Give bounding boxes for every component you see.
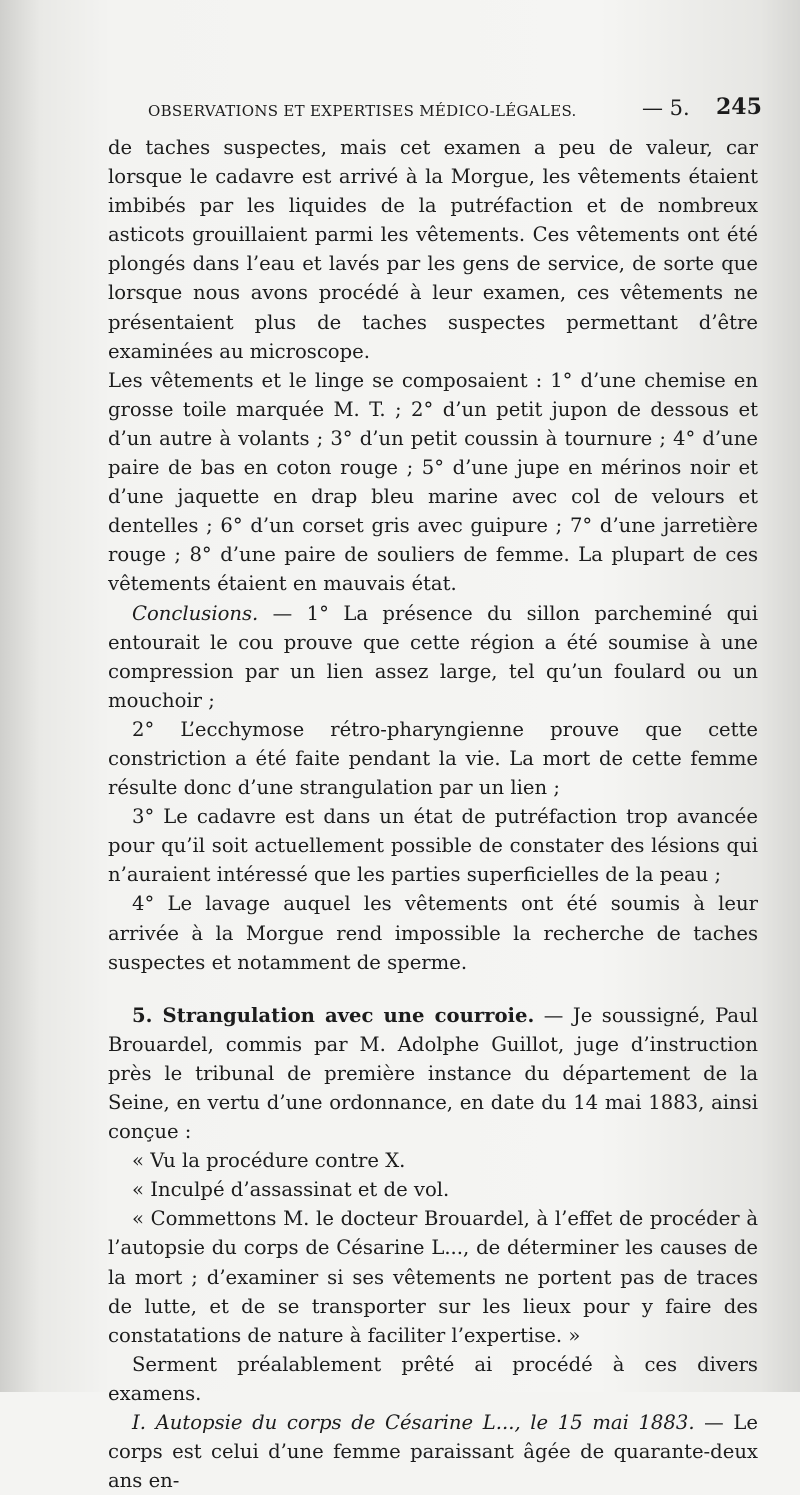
autopsy-label: I. Autopsie du corps de Césarine L..., le 15 mai 1883.	[132, 1411, 695, 1435]
conclusions-text: — 1° La présence du sillon parcheminé qui entourait le cou prouve que cette région a été soumise à une compression par un lien assez large, tel qu’un foulard ou un mouchoir ;	[108, 601, 758, 712]
autopsy-text: — Le corps est celui d’une femme paraissant âgée de quarante-deux ans en-	[108, 1411, 758, 1493]
quote-line-1: « Vu la procédure contre X.	[132, 1149, 406, 1173]
paragraph-conclusions	[108, 599, 758, 715]
quote-line-2: « Inculpé d’assassinat et de vol.	[132, 1178, 450, 1202]
autopsy-paragraph	[108, 1408, 758, 1495]
section-5-heading: 5. Strangulation avec une courroie.	[132, 1003, 535, 1027]
conclusion-4: 4° Le lavage auquel les vêtements ont été soumis à leur arrivée à la Morgue rend impossible la recherche de taches suspectes et notamment de sperme.	[108, 892, 758, 974]
paragraph-clothing: Les vêtements et le linge se composaient : 1° d’une chemise en grosse toile marquée M. T. ; 2° d’un petit jupon de dessous et d’un autre à volants ; 3° d’un petit coussin à tournure ; 4° d’une paire de bas en coton rouge ; 5° d’une jupe en mérinos noir et d’une jaquette en drap bleu marine avec col de velours et dentelles ; 6° d’un corset gris avec guipure ; 7° d’une jarretière rouge ; 8° d’une paire de souliers de femme. La plupart de ces vêtements étaient en mauvais état.	[108, 368, 758, 596]
chapter-marker: — 5.	[642, 96, 690, 120]
page-number: 245	[716, 94, 762, 120]
section-5-paragraph	[108, 1001, 758, 1146]
page-header	[148, 96, 768, 124]
body-text	[108, 133, 758, 1495]
conclusion-3: 3° Le cadavre est dans un état de putréfaction trop avancée pour qu’il soit actuellement possible de constater des lésions qui n’auraient intéressé que les parties superficielles de la peau ;	[108, 805, 758, 887]
running-title: OBSERVATIONS ET EXPERTISES MÉDICO-LÉGALES.	[148, 102, 577, 120]
conclusions-label: Conclusions.	[132, 601, 259, 625]
section-spacer	[108, 977, 758, 1001]
paragraph-stains: de taches suspectes, mais cet examen a peu de valeur, car lorsque le cadavre est arrivé à la Morgue, les vêtements étaient imbibés par les liquides de la putréfaction et de nombreux asticots grouillaient parmi les vêtements. Ces vêtements ont été plongés dans l’eau et lavés par les gens de service, de sorte que lorsque nous avons procédé à leur examen, ces vêtements ne présentaient plus de taches suspectes permettant d’être examinées au microscope.	[108, 136, 758, 363]
oath-paragraph: Serment préalablement prêté ai procédé à ces divers examens.	[108, 1352, 758, 1405]
section-5-text: — Je soussigné, Paul Brouardel, commis par M. Adolphe Guillot, juge d’instruction près le tribunal de première instance du département de la Seine, en vertu d’une ordonnance, en date du 14 mai 1883, ainsi conçue :	[108, 1003, 758, 1144]
quote-line-3: « Commettons M. le docteur Brouardel, à l’effet de procéder à l’autopsie du corps de Césarine L..., de déterminer les causes de la mort ; d’examiner si ses vêtements ne portent pas de traces de lutte, et de se transporter sur les lieux pour y faire des constatations de nature à faciliter l’expertise. »	[108, 1207, 758, 1347]
conclusion-2: 2° L’ecchymose rétro-pharyngienne prouve que cette constriction a été faite pendant la vie. La mort de cette femme résulte donc d’une strangulation par un lien ;	[108, 717, 758, 800]
